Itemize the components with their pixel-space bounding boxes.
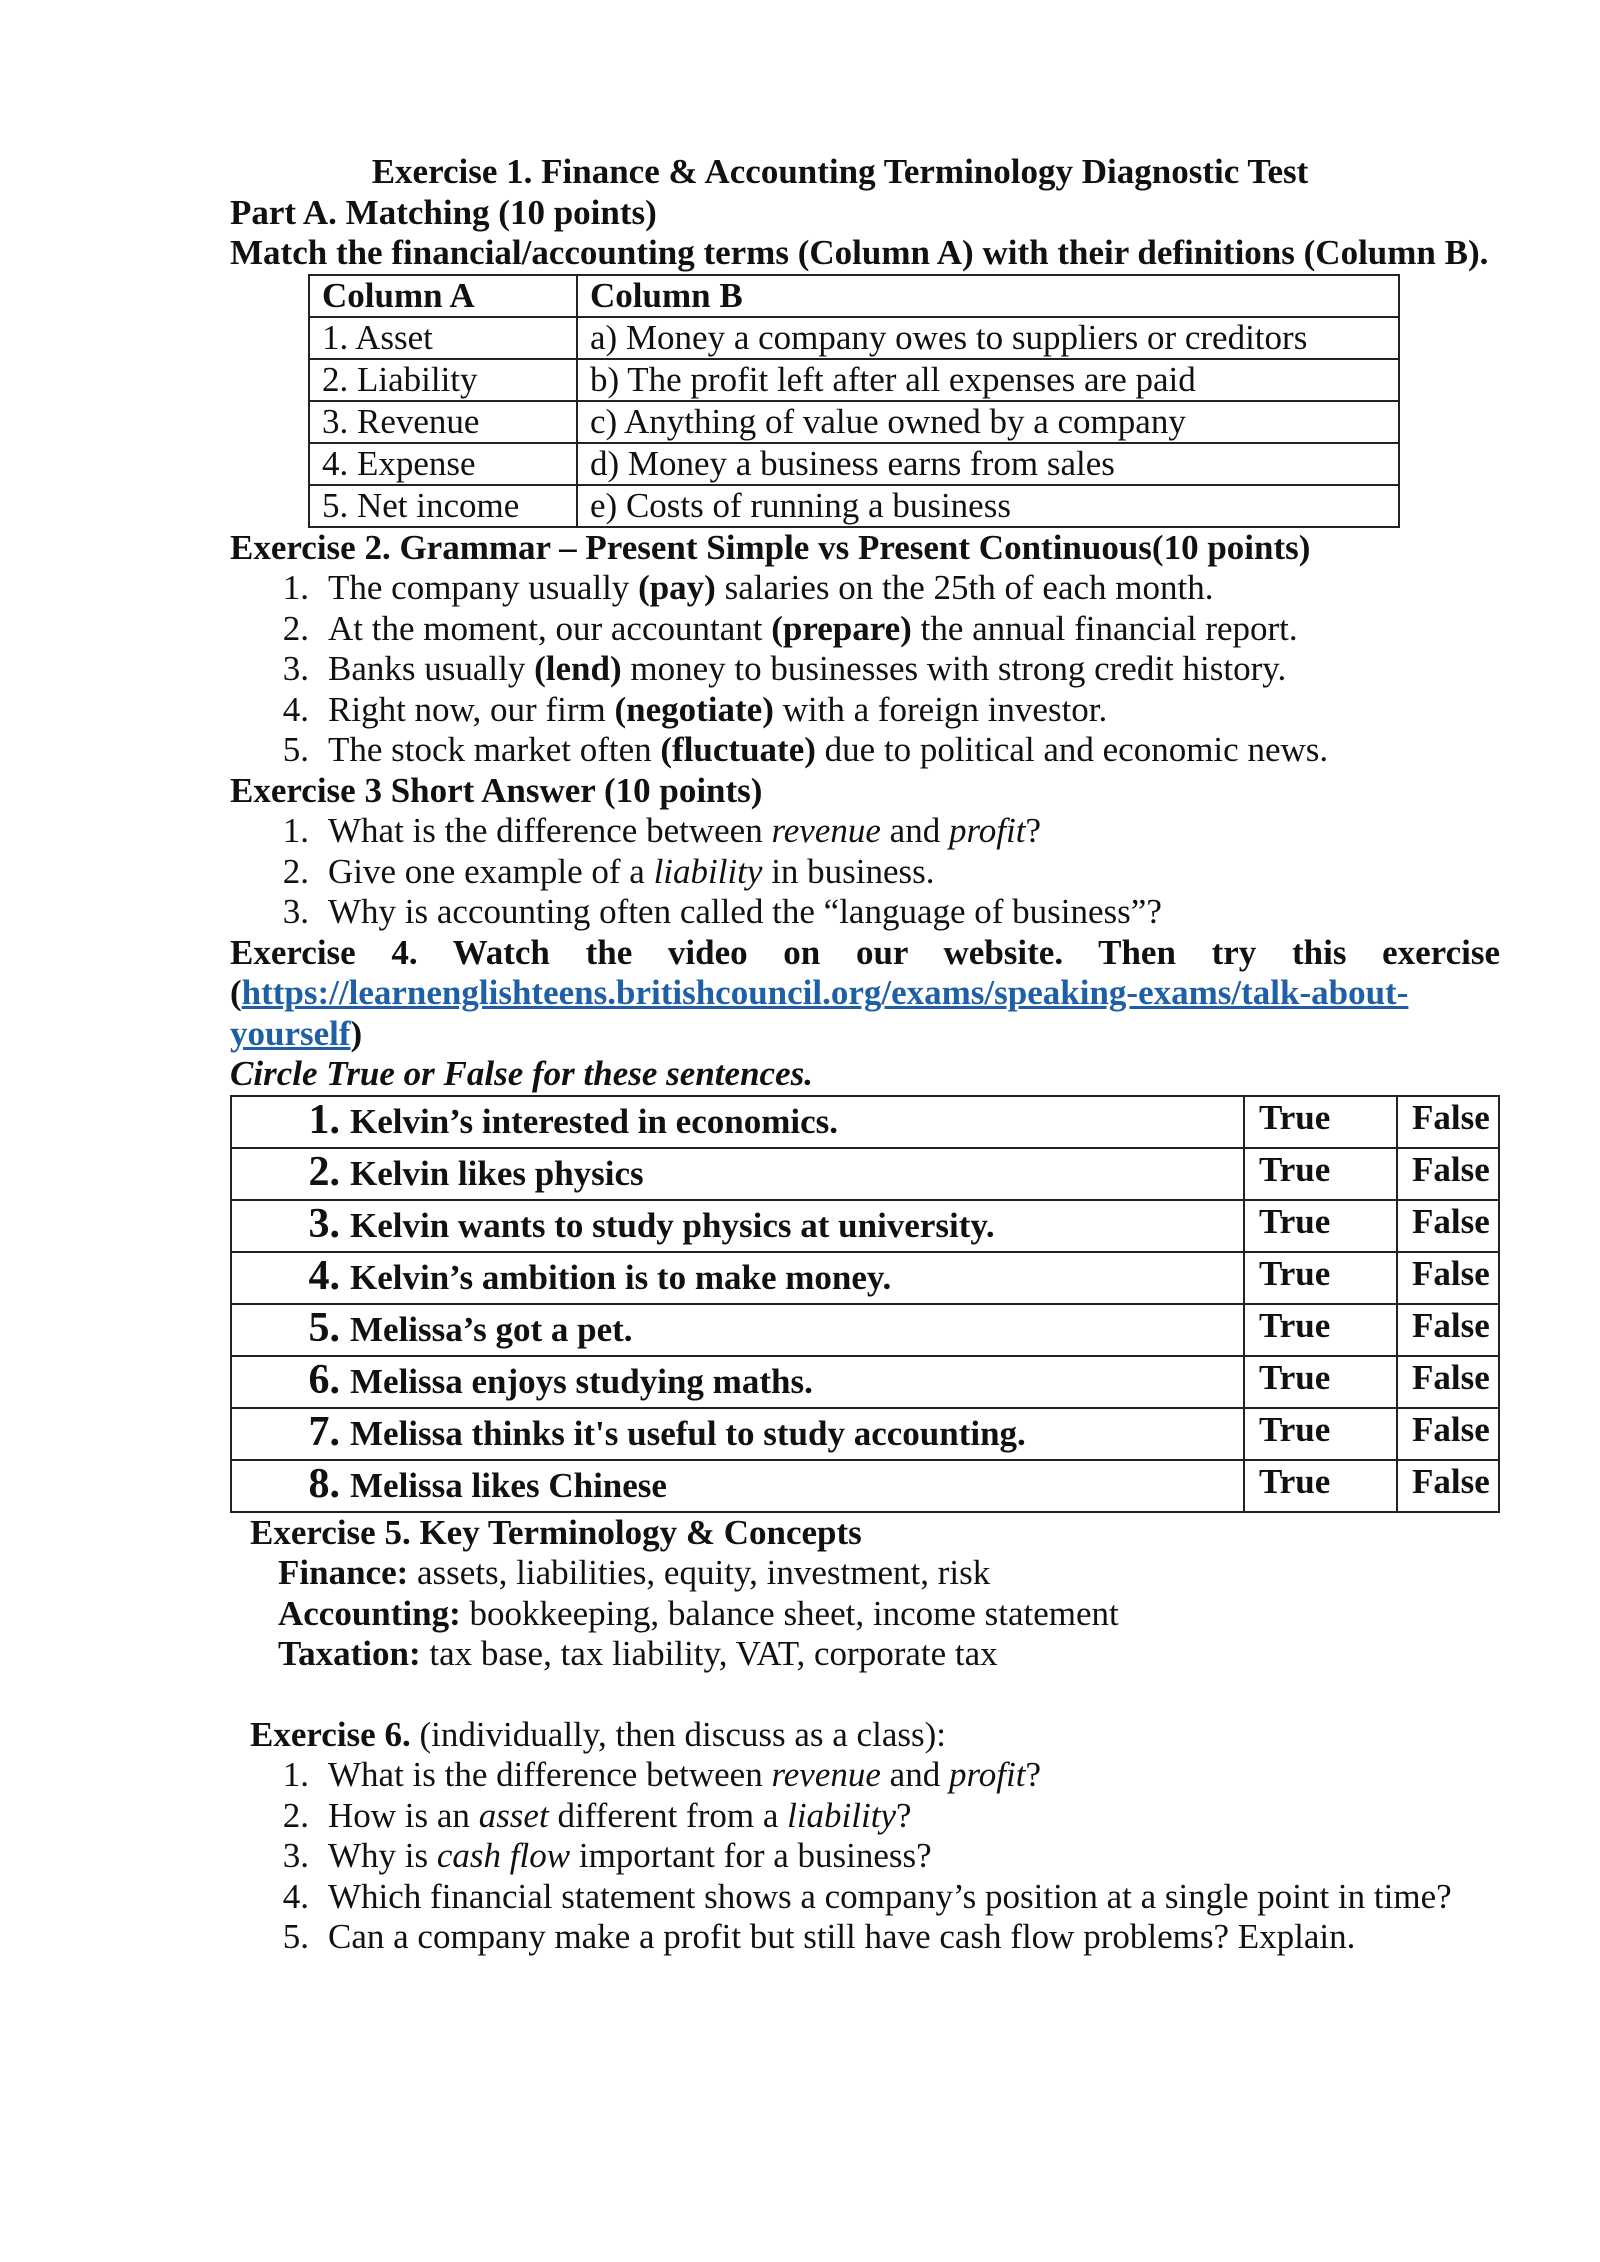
- verb-prompt: (fluctuate): [660, 730, 816, 769]
- exercise-3-title: Exercise 3 Short Answer (10 points): [230, 770, 763, 810]
- statement-text: Kelvin likes physics: [350, 1154, 644, 1194]
- item-number: 1.: [282, 568, 309, 607]
- list-item: [282, 1755, 1500, 1796]
- statement-text: Melissa thinks it's useful to study accounting.: [350, 1414, 1026, 1454]
- statement-cell: [231, 1304, 1244, 1356]
- video-link[interactable]: https://learnenglishteens.britishcouncil.org/exams/speaking-exams/talk-about-: [241, 973, 1409, 1012]
- term-cell: 2. Liability: [309, 359, 577, 401]
- exercise-4-link-line: [230, 973, 1500, 1014]
- term-cell: 3. Revenue: [309, 401, 577, 443]
- true-option[interactable]: True: [1244, 1408, 1397, 1460]
- item-text: and: [880, 1755, 949, 1794]
- matching-row: [309, 443, 1399, 485]
- false-option[interactable]: False: [1397, 1252, 1499, 1304]
- accounting-line: [250, 1594, 1500, 1635]
- false-option[interactable]: False: [1397, 1460, 1499, 1512]
- table-row: [231, 1408, 1499, 1460]
- list-item: [282, 811, 1500, 852]
- item-number: 4.: [282, 1876, 309, 1916]
- definition-cell: a) Money a company owes to suppliers or creditors: [577, 317, 1399, 359]
- list-item: [282, 1795, 1500, 1837]
- table-row: [231, 1200, 1499, 1252]
- item-text: different from a: [548, 1795, 788, 1835]
- item-term: revenue: [771, 1755, 881, 1794]
- taxation-label: Taxation:: [278, 1634, 421, 1673]
- true-option[interactable]: True: [1244, 1096, 1397, 1148]
- true-false-instruction: Circle True or False for these sentences.: [230, 1054, 813, 1093]
- matching-table: [308, 274, 1400, 528]
- item-number: 3.: [282, 1836, 309, 1875]
- statement-cell: [231, 1460, 1244, 1512]
- exercise-4-link-line-2: [230, 1014, 1500, 1055]
- statement-text: Kelvin’s interested in economics.: [350, 1102, 839, 1142]
- item-number: 5.: [282, 1917, 309, 1956]
- term-cell: 1. Asset: [309, 317, 577, 359]
- column-a-header: Column A: [309, 275, 577, 317]
- statement-cell: [231, 1252, 1244, 1304]
- part-a-heading: Part A. Matching (10 points): [230, 192, 657, 232]
- item-term: revenue: [771, 811, 881, 850]
- statement-number: 3.: [308, 1201, 340, 1248]
- table-row: [231, 1356, 1499, 1408]
- item-number: 1.: [282, 811, 309, 850]
- true-option[interactable]: True: [1244, 1200, 1397, 1252]
- list-item: [282, 1876, 1500, 1918]
- false-option[interactable]: False: [1397, 1356, 1499, 1408]
- false-option[interactable]: False: [1397, 1408, 1499, 1460]
- taxation-terms: tax base, tax liability, VAT, corporate tax: [420, 1634, 998, 1673]
- table-row: [231, 1304, 1499, 1356]
- statement-number: 4.: [308, 1253, 340, 1300]
- list-item: [282, 851, 1500, 893]
- exercise-5-title: Exercise 5. Key Terminology & Concepts: [250, 1512, 862, 1552]
- item-text: ?: [1025, 811, 1042, 850]
- definition-cell: e) Costs of running a business: [577, 485, 1399, 527]
- false-option[interactable]: False: [1397, 1148, 1499, 1200]
- accounting-terms: bookkeeping, balance sheet, income statement: [460, 1593, 1119, 1633]
- exercise-6-title-line: [250, 1715, 1500, 1756]
- item-term: profit: [948, 811, 1026, 850]
- list-item: [282, 689, 1500, 731]
- true-option[interactable]: True: [1244, 1304, 1397, 1356]
- statement-number: 8.: [308, 1461, 340, 1508]
- table-row: [231, 1252, 1499, 1304]
- taxation-line: [250, 1634, 1500, 1675]
- true-false-table: [230, 1095, 1500, 1513]
- statement-number: 5.: [308, 1305, 340, 1352]
- term-cell: 4. Expense: [309, 443, 577, 485]
- list-item: [282, 892, 1500, 933]
- table-row: [231, 1096, 1499, 1148]
- item-text: ?: [1025, 1755, 1042, 1794]
- exercise-5-section: [230, 1513, 1500, 1756]
- exercise-2-title: Exercise 2. Grammar – Present Simple vs Present Continuous(10 points): [230, 527, 1311, 567]
- item-text: Which financial statement shows a company’s position at a single point in time?: [328, 1876, 1452, 1916]
- item-text: Right now, our firm: [328, 689, 615, 729]
- item-text: Banks usually: [328, 649, 535, 688]
- item-text: What is the difference between: [328, 811, 772, 850]
- column-b-header: Column B: [577, 275, 1399, 317]
- item-text: important for a business?: [570, 1836, 932, 1875]
- definition-cell: b) The profit left after all expenses are paid: [577, 359, 1399, 401]
- statement-text: Kelvin wants to study physics at university.: [350, 1206, 995, 1246]
- discussion-list: [230, 1755, 1500, 1958]
- matching-instruction: Match the financial/accounting terms (Column A) with their definitions (Column B).: [230, 233, 1489, 272]
- item-text: the annual financial report.: [911, 608, 1298, 648]
- item-number: 2.: [282, 851, 309, 891]
- false-option[interactable]: False: [1397, 1200, 1499, 1252]
- definition-cell: d) Money a business earns from sales: [577, 443, 1399, 485]
- statement-text: Melissa’s got a pet.: [350, 1310, 633, 1350]
- short-answer-list: [230, 811, 1500, 933]
- spacer: [250, 1675, 1500, 1715]
- item-text: salaries on the 25th of each month.: [715, 568, 1214, 607]
- matching-header-row: [309, 275, 1399, 317]
- list-item: [282, 730, 1500, 771]
- statement-cell: [231, 1148, 1244, 1200]
- list-item: [282, 1836, 1500, 1877]
- item-text: Can a company make a profit but still have cash flow problems? Explain.: [328, 1917, 1356, 1956]
- matching-row: [309, 401, 1399, 443]
- exercise-1-title: Exercise 1. Finance & Accounting Terminology Diagnostic Test: [371, 152, 1309, 191]
- item-term: liability: [787, 1795, 896, 1835]
- verb-prompt: (lend): [534, 649, 622, 688]
- statement-text: Kelvin’s ambition is to make money.: [350, 1258, 892, 1298]
- item-number: 5.: [282, 730, 309, 769]
- list-item: [282, 608, 1500, 650]
- statement-cell: [231, 1408, 1244, 1460]
- item-text: Why is accounting often called the “language of business”?: [328, 892, 1162, 931]
- statement-cell: [231, 1096, 1244, 1148]
- item-number: 2.: [282, 1795, 309, 1835]
- finance-terms: assets, liabilities, equity, investment, risk: [408, 1553, 991, 1592]
- item-text: money to businesses with strong credit history.: [621, 649, 1287, 688]
- item-text: Give one example of a: [328, 851, 654, 891]
- statement-text: Melissa enjoys studying maths.: [350, 1362, 813, 1402]
- item-term: cash flow: [436, 1836, 571, 1875]
- table-row: [231, 1460, 1499, 1512]
- matching-row: [309, 317, 1399, 359]
- true-option[interactable]: True: [1244, 1148, 1397, 1200]
- item-text: in business.: [762, 851, 935, 891]
- true-option[interactable]: True: [1244, 1356, 1397, 1408]
- list-item: [282, 649, 1500, 690]
- item-term: asset: [478, 1795, 549, 1835]
- true-option[interactable]: True: [1244, 1252, 1397, 1304]
- definition-cell: c) Anything of value owned by a company: [577, 401, 1399, 443]
- term-cell: 5. Net income: [309, 485, 577, 527]
- false-option[interactable]: False: [1397, 1304, 1499, 1356]
- item-text: How is an: [328, 1795, 479, 1835]
- item-number: 2.: [282, 608, 309, 648]
- statement-cell: [231, 1356, 1244, 1408]
- statement-cell: [231, 1200, 1244, 1252]
- matching-row: [309, 485, 1399, 527]
- false-option[interactable]: False: [1397, 1096, 1499, 1148]
- item-text: Why is: [328, 1836, 437, 1875]
- exercise-4-title: Exercise 4. Watch the video on our website. Then try this exercise: [230, 932, 1500, 972]
- paren-close: ): [350, 1013, 363, 1053]
- matching-row: [309, 359, 1399, 401]
- list-item: [282, 568, 1500, 609]
- verb-prompt: (negotiate): [614, 689, 774, 729]
- item-text: with a foreign investor.: [773, 689, 1108, 729]
- item-text: What is the difference between: [328, 1755, 772, 1794]
- item-term: liability: [653, 851, 763, 891]
- statement-number: 2.: [308, 1149, 340, 1196]
- statement-text: Melissa likes Chinese: [350, 1466, 667, 1506]
- item-text: due to political and economic news.: [815, 730, 1329, 769]
- verb-prompt: (prepare): [771, 608, 912, 648]
- item-text: The company usually: [328, 568, 639, 607]
- exercise-6-title: Exercise 6.: [250, 1714, 411, 1754]
- finance-label: Finance:: [278, 1553, 409, 1592]
- item-text: ?: [896, 1795, 912, 1835]
- table-row: [231, 1148, 1499, 1200]
- item-term: profit: [948, 1755, 1026, 1794]
- item-text: and: [880, 811, 949, 850]
- list-item: [282, 1917, 1500, 1958]
- finance-line: [250, 1553, 1500, 1594]
- item-number: 4.: [282, 689, 309, 729]
- item-number: 3.: [282, 649, 309, 688]
- grammar-list: [230, 568, 1500, 771]
- paren-open: (: [230, 973, 242, 1012]
- statement-number: 7.: [308, 1409, 340, 1456]
- statement-number: 1.: [308, 1097, 340, 1144]
- item-text: At the moment, our accountant: [328, 608, 772, 648]
- accounting-label: Accounting:: [278, 1593, 461, 1633]
- document-content: [230, 152, 1500, 1958]
- exercise-6-subtitle: (individually, then discuss as a class):: [410, 1714, 946, 1754]
- statement-number: 6.: [308, 1357, 340, 1404]
- verb-prompt: (pay): [638, 568, 716, 607]
- item-text: The stock market often: [328, 730, 661, 769]
- item-number: 3.: [282, 892, 309, 931]
- video-link-continued[interactable]: yourself: [230, 1013, 351, 1053]
- item-number: 1.: [282, 1755, 309, 1794]
- true-option[interactable]: True: [1244, 1460, 1397, 1512]
